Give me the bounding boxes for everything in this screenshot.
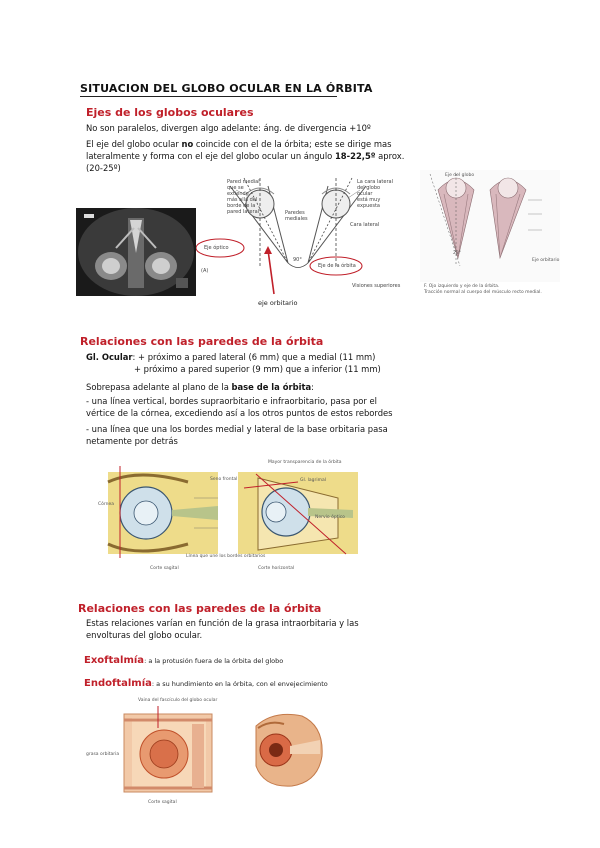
vertical-line-2: vértice de la córnea, excediendo así a los otros puntos de estos rebordes [86,408,393,418]
caption-sagittal: Corte sagital [150,566,179,571]
enophthalmia-text: : a su hundimiento en la órbita, con el envejecimiento [151,680,328,688]
label-angle-23: 23° [453,251,461,256]
mri-orbit-image [76,208,196,296]
ocular-line-1: Gl. Ocular: + próximo a pared lateral (6 mm) que a medial (11 mm) [86,352,376,362]
label-lateral-side: Cara lateral [350,222,380,228]
label-superior-views: Visiones superiores [352,283,401,289]
label-frontal-sinus: Seno frontal [210,477,238,482]
paragraph-axes [86,122,506,174]
label-globe-axis: Eje del globo [445,173,475,178]
caption-sagittal-bottom: Corte sagital [148,800,177,805]
axes-line-3: lateralmente y forma con el eje del globo ocular un ángulo 18-22,5º aprox. [86,151,405,161]
base-line: Sobrepasa adelante al plano de la base de la órbita: [86,382,314,392]
orbit-sagittal-diagram [244,706,328,790]
label-fascial-sheath: Vaina del fascículo del globo ocular [138,698,218,703]
orbit-sections-diagram [98,458,360,564]
exophthalmia-label: Exoftalmía [84,655,145,666]
enophthalmia-label: Endoftalmía [84,678,152,689]
label-optic-axis: Eje óptico [204,245,229,251]
axes-line-2: El eje del globo ocular no coincide con el de la órbita; este se dirige mas [86,139,392,149]
caption-horizontal: Corte horizontal [258,566,295,571]
label-angle-90: 90° [293,257,302,263]
label-lateral-face: La cara lateral del globo ocular está muy expuesta [357,179,393,209]
fat-line-2: envolturas del globo ocular. [86,630,203,640]
label-medial-wall: Pared medial que se extiende más allá del borde de la pared lateral [227,179,260,215]
orbit-fat-diagram [118,704,218,796]
label-optic-nerve: Nervio óptico [315,515,345,520]
fat-line-1: Estas relaciones varían en función de la grasa intraorbitaria y las [86,618,359,628]
paragraph-relations [86,351,506,447]
page-title: SITUACION DEL GLOBO OCULAR EN LA ÓRBITA [80,82,373,95]
axes-line-1: No son paralelos, divergen algo adelante: áng. de divergencia +10º [86,123,371,133]
right-figure-caption: F. Ojo izquierdo y eje de la órbita. Tracción normal al cuerpo del músculo recto medial. [424,284,542,295]
label-orbital-axis-right: Eje orbitario [532,258,560,263]
exophthalmia-row [84,648,283,667]
label-orbital-axis-arrow: eje orbitario [258,299,298,307]
label-orbital-fat: grasa orbitaria [86,752,120,757]
horizontal-line-2: netamente por detrás [86,436,178,446]
label-orbit-axis: Eje de la órbita [318,263,356,269]
label-sections-title: Mayor transparencia de la órbita [268,460,342,465]
label-orbital-line: Línea que une los bordes orbitarios [186,554,266,559]
label-figure-a: (A) [201,268,209,274]
exophthalmia-text: : a la protusión fuera de la órbita del globo [144,657,284,665]
ocular-line-2: + próximo a pared superior (9 mm) que a inferior (11 mm) [134,364,381,374]
section-heading-relations: Relaciones con las paredes de la órbita [80,335,324,348]
eye-muscle-diagram [420,170,560,282]
vertical-line-1: - una línea vertical, bordes supraorbitario e infraorbitario, pasa por el [86,396,377,406]
label-cornea: Córnea [98,502,115,507]
horizontal-line-1: - una línea que una los bordes medial y lateral de la base orbitaria pasa [86,424,388,434]
label-lacrimal-gland: Gl. lagrimal [300,478,326,483]
enophthalmia-row [84,671,328,690]
section-heading-axes: Ejes de los globos oculares [86,106,254,119]
paragraph-fat [86,617,506,641]
label-medial-walls: Paredes mediales [285,210,308,222]
axes-line-4: (20-25º) [86,163,121,173]
section-heading-relations-2: Relaciones con las paredes de la órbita [78,602,322,615]
